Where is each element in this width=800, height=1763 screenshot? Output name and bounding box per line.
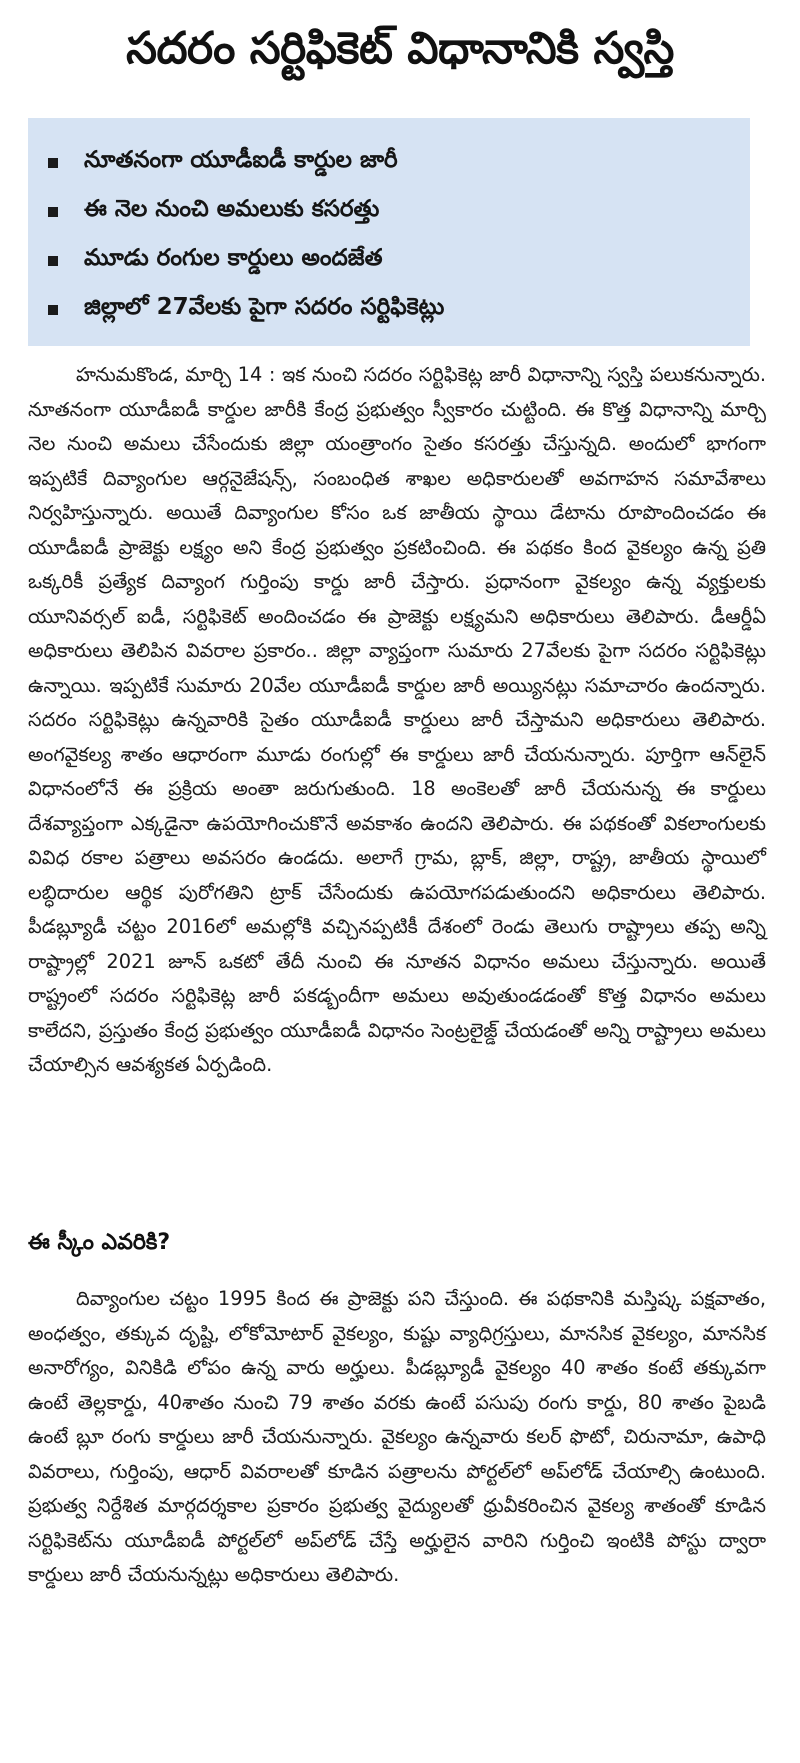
highlights-box: [28, 118, 750, 346]
square-bullet-icon: [48, 256, 58, 266]
highlight-item: [48, 138, 730, 187]
article-body-secondary: [28, 1282, 766, 1593]
highlights-list: [48, 138, 730, 334]
section-subheading: ఈ స్కీం ఎవరికి?: [28, 1230, 171, 1255]
highlight-text: ఈ నెల నుంచి అమలుకు కసరత్తు: [84, 195, 380, 222]
article-paragraph: దివ్యాంగుల చట్టం 1995 కింద ఈ ప్రాజెక్టు పని చేస్తుంది. ఈ పథకానికి మస్తిష్క పక్షవాతం, అంధత్వం, తక్కువ దృష్టి, లోకోమోటార్ వైకల్యం, కుష్టు వ్యాధిగ్రస్తులు, మానసిక వైకల్యం, మానసిక అనారోగ్యం, వినికిడి లోపం ఉన్న వారు అర్హులు. పీడబ్ల్యూడీ వైకల్యం 40 శాతం కంటే తక్కువగా ఉంటే తెల్లకార్డు, 40శాతం నుంచి 79 శాతం వరకు ఉంటే పసుపు రంగు కార్డు, 80 శాతం పైబడి ఉంటే బ్లూ రంగు కార్డులు జారీ చేయనున్నారు. వైకల్యం ఉన్నవారు కలర్ ఫొటో, చిరునామా, ఉపాధి వివరాలు, గుర్తింపు, ఆధార్ వివరాలతో కూడిన పత్రాలను పోర్టల్‌లో అప్‌లోడ్ చేయాల్సి ఉంటుంది. ప్రభుత్వ నిర్దేశిత మార్గదర్శకాల ప్రకారం ప్రభుత్వ వైద్యులతో ధ్రువీకరించిన వైకల్య శాతంతో కూడిన సర్టిఫికెట్‌ను యూడీఐడీ పోర్టల్‌లో అప్‌లోడ్ చేస్తే అర్హులైన వారిని గుర్తించి ఇంటికి పోస్టు ద్వారా కార్డులు జారీ చేయనున్నట్లు అధికారులు తెలిపారు.: [28, 1287, 766, 1586]
highlight-item: [48, 285, 730, 334]
article-headline: సదరం సర్టిఫికెట్ విధానానికి స్వస్తి: [126, 23, 674, 74]
highlight-item: [48, 236, 730, 285]
highlight-text: మూడు రంగుల కార్డులు అందజేత: [84, 244, 383, 271]
square-bullet-icon: [48, 158, 58, 168]
highlight-item: [48, 187, 730, 236]
highlight-text: నూతనంగా యూడీఐడీ కార్డుల జారీ: [84, 146, 398, 173]
article-body-main: [28, 358, 766, 1083]
article-paragraph: హనుమకొండ, మార్చి 14 : ఇక నుంచి సదరం సర్టిఫికెట్ల జారీ విధానాన్ని స్వస్తి పలుకనున్నారు. నూతనంగా యూడీఐడీ కార్డుల జారీకి కేంద్ర ప్రభుత్వం స్వీకారం చుట్టింది. ఈ కొత్త విధానాన్ని మార్చి నెల నుంచి అమలు చేసేందుకు జిల్లా యంత్రాంగం సైతం కసరత్తు చేస్తున్నది. అందులో భాగంగా ఇప్పటికే దివ్యాంగుల ఆర్గనైజేషన్స్, సంబంధిత శాఖల అధికారులతో అవగాహన సమావేశాలు నిర్వహిస్తున్నారు. అయితే దివ్యాంగుల కోసం ఒక జాతీయ స్థాయి డేటాను రూపొందించడం ఈ యూడీఐడీ ప్రాజెక్టు లక్ష్యం అని కేంద్ర ప్రభుత్వం ప్రకటించింది. ఈ పథకం కింద వైకల్యం ఉన్న ప్రతి ఒక్కరికీ ప్రత్యేక దివ్యాంగ గుర్తింపు కార్డు జారీ చేస్తారు. ప్రధానంగా వైకల్యం ఉన్న వ్యక్తులకు యూనివర్సల్ ఐడీ, సర్టిఫికెట్ అందించడం ఈ ప్రాజెక్టు లక్ష్యమని అధికారులు తెలిపారు. డీఆర్డీఏ అధికారులు తెలిపిన వివరాల ప్రకారం.. జిల్లా వ్యాప్తంగా సుమారు 27వేలకు పైగా సదరం సర్టిఫికెట్లు ఉన్నాయి. ఇప్పటికే సుమారు 20వేల యూడీఐడీ కార్డుల జారీ అయ్యినట్లు సమాచారం ఉందన్నారు. సదరం సర్టిఫికెట్లు ఉన్నవారికి సైతం యూడీఐడీ కార్డులు జారీ చేస్తామని అధికారులు తెలిపారు. అంగవైకల్య శాతం ఆధారంగా మూడు రంగుల్లో ఈ కార్డులు జారీ చేయనున్నారు. పూర్తిగా ఆన్‌లైన్ విధానంలోనే ఈ ప్రక్రియ అంతా జరుగుతుంది. 18 అంకెలతో జారీ చేయనున్న ఈ కార్డులు దేశవ్యాప్తంగా ఎక్కడైనా ఉపయోగించుకొనే అవకాశం ఉందని తెలిపారు. ఈ పథకంతో వికలాంగులకు వివిధ రకాల పత్రాలు అవసరం ఉండదు. అలాగే గ్రామ, బ్లాక్, జిల్లా, రాష్ట్ర, జాతీయ స్థాయిలో లబ్ధిదారుల ఆర్థిక పురోగతిని ట్రాక్ చేసేందుకు ఉపయోగపడుతుందని అధికారులు తెలిపారు. పీడబ్ల్యూడీ చట్టం 2016లో అమల్లోకి వచ్చినప్పటికీ దేశంలో రెండు తెలుగు రాష్ట్రాలు తప్ప అన్ని రాష్ట్రాల్లో 2021 జూన్ ఒకటో తేదీ నుంచి ఈ నూతన విధానం అమలు చేస్తున్నారు. అయితే రాష్ట్రంలో సదరం సర్టిఫికెట్ల జారీ పకడ్బందీగా అమలు అవుతుండడంతో కొత్త విధానం అమలు కాలేదని, ప్రస్తుతం కేంద్ర ప్రభుత్వం యూడీఐడీ విధానం సెంట్రలైజ్డ్ చేయడంతో అన్ని రాష్ట్రాలు అమలు చేయాల్సిన ఆవశ్యకత ఏర్పడింది.: [28, 363, 766, 1076]
highlight-text: జిల్లాలో 27వేలకు పైగా సదరం సర్టిఫికెట్లు: [84, 293, 445, 320]
square-bullet-icon: [48, 305, 58, 315]
square-bullet-icon: [48, 207, 58, 217]
